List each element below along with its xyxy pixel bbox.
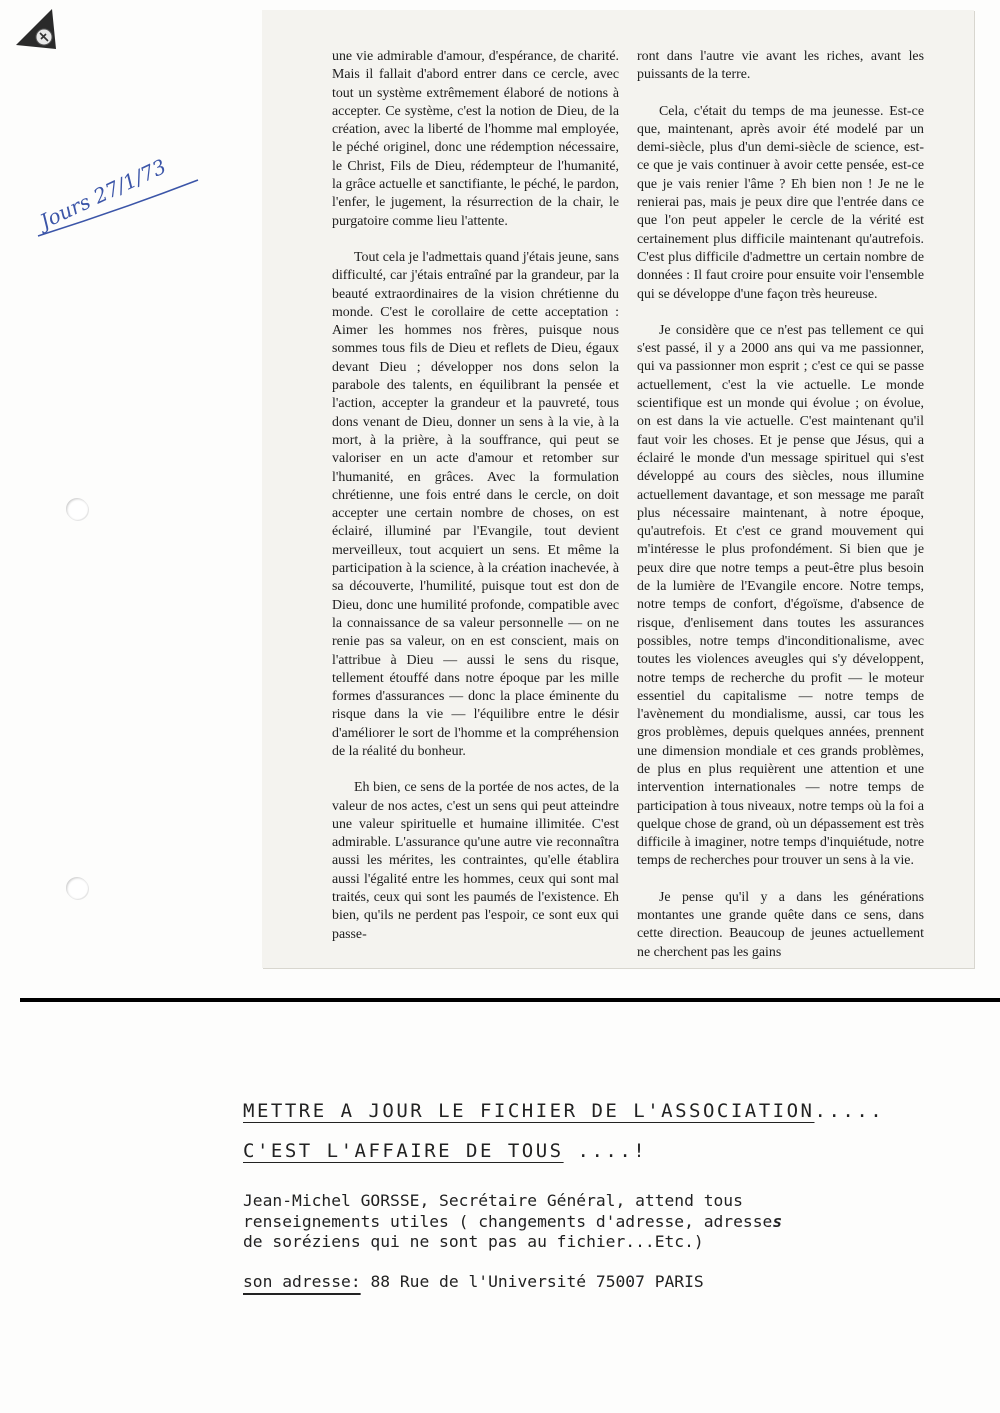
article-paragraph: ront dans l'autre vie avant les riches, avant les puissants de la terre. bbox=[637, 49, 924, 83]
separator-rule bbox=[20, 998, 1000, 1002]
notice-address bbox=[243, 1272, 983, 1291]
notice-body-line: de soréziens qui ne sont pas au fichier...Etc.) bbox=[243, 1232, 704, 1251]
article-paragraph: Cela, c'était du temps de ma jeunesse. Est-ce que, maintenant, après avoir été modelé par un demi-siècle, plus d'un demi-siècle de science, est-ce que je vais continuer à avoir cette pensée, est-ce que je vais renier l'âme ? Eh bien non ! Je ne le renierai pas, mais je peux dire que l'entrée dans ce que l'on peut appeler le cercle de la vérité est certainement plus difficile maintenant qu'autrefois. C'est plus difficile d'admettre un certain nombre de données : Il faut croire pour ensuite voir l'ensemble qui se développe d'une façon très heureuse. bbox=[637, 103, 924, 302]
notice-headline-2-tail: ....! bbox=[563, 1140, 648, 1162]
notice-body-line-correction: s bbox=[772, 1211, 783, 1231]
article-clipping bbox=[262, 10, 974, 968]
corner-logo-badge bbox=[10, 3, 58, 51]
notice-body-line-text: renseignements utiles ( changements d'adresse, adresse bbox=[243, 1211, 773, 1231]
notice-headline-1 bbox=[243, 1095, 983, 1127]
article-right-column bbox=[637, 48, 924, 980]
article-paragraph: Je pense qu'il y a dans les générations montantes une grande quête dans ce sens, dans cette direction. Beaucoup de jeunes actuellement ne cherchent pas les gains bbox=[637, 889, 924, 960]
article-paragraph: Je considère que ce n'est pas tellement ce qui s'est passé, il y a 2000 ans qui va me passionner, qui va passionner mon esprit ; c'est ce qui se passe actuellement, c'est la vie actuelle. Le monde scientifique est un monde qui évolue ; on évolue, on est dans la vie actuelle. C'est maintenant qu'il faut voir les choses. Et je pense que Jésus, qui a éclairé le monde d'un message spirituel qui s'est développé au cours des siècles, nous illumine actuellement davantage, et son message me paraît plus nécessaire maintenant, à notre époque, qu'autrefois. Et c'est ce grand mouvement qui m'intéresse le plus profondément. Si bien que je peux dire que notre temps a peut-être plus besoin de la lumière de l'Evangile encore. Notre temps, notre temps de confort, d'égoïsme, d'absence de risque, d'enlisement dans toutes les assurances possibles, notre temps d'inconditionalisme, avec toutes les violences aveugles qui s'y développent, notre temps de recherche du profit — le moteur essentiel du capitalisme — notre temps de l'avènement du mondialisme, aussi, car tous les gros problèmes, depuis quelques années, prennent une dimension mondiale et ces grands problèmes, de plus en plus requièrent une attention et une intervention internationales — notre temps de participation à tous niveaux, notre temps où la foi a quelque chose de grand, où un dépassement est très difficile à imaginer, notre temps d'inquiétude, notre temps de recherches pour trouver un sens à la vie. bbox=[637, 322, 924, 869]
address-value: 88 Rue de l'Université 75007 PARIS bbox=[360, 1271, 704, 1291]
notice-body bbox=[243, 1191, 983, 1253]
notice-headline-2-text: C'EST L'AFFAIRE DE TOUS bbox=[243, 1140, 564, 1162]
article-paragraph: Tout cela je l'admettais quand j'étais jeune, sans difficulté, car j'étais entraîné par la grandeur, par la beauté extraordinaires de la vision chrétienne du monde. C'est le corollaire de cette acceptation : Aimer les hommes nos frères, puisque nous sommes tous fils de Dieu et reflets de Dieu, égaux devant Dieu ; développer nos dons selon la parabole des talents, en équilibrant la pensée et l'action, accepter la grandeur et la pauvreté, tous dons venant de Dieu, donner un sens à la vie, à la mort, à la prière, à la souffrance, qui peut se valoriser en un acte d'amour et retomber sur l'humanité, en grâces. Avec la formulation chrétienne, une fois entré dans le cercle, on doit accepter une certain nombre de choses, on est éclairé, illuminé par l'Evangile, tout devient merveilleux, tout acquiert un sens. Et même la participation à la science, à la création inachevée, à sa découverte, l'humilité, puisque tout est don de Dieu, donc une humilité profonde, compatible avec la connaissance de sa valeur personnelle — on ne renie pas sa valeur, on en est conscient, mais on l'attribue à Dieu — aussi le sens du risque, tellement étouffé dans notre époque par les mille formes d'assurances — donc la place éminente du risque dans la vie — l'équilibre entre le désir d'améliorer le sort de l'homme et la compréhension de la réalité du bonheur. bbox=[332, 249, 619, 759]
article-paragraph: Eh bien, ce sens de la portée de nos actes, de la valeur de nos actes, c'est un sens qui peut atteindre une valeur spirituelle et humaine illimitée. C'est admirable. L'assurance qu'une autre vie reconnaîtra aussi les mérites, les contraintes, qu'elle établira aussi l'égalité entre les hommes, ceux qui sont mal traités, ceux qui sont les paumés de l'existence. Eh bien, qu'ils ne perdent pas l'espoir, ce sont eux qui passe- bbox=[332, 780, 619, 942]
address-label: son adresse: bbox=[243, 1271, 361, 1291]
binder-hole-bottom bbox=[66, 877, 88, 899]
annotation-text: Jours 27/1/73 bbox=[36, 154, 170, 234]
notice-body-line bbox=[243, 1212, 983, 1233]
notice-headline-2 bbox=[243, 1135, 983, 1167]
notice-body-line: Jean-Michel GORSSE, Secrétaire Général, attend tous bbox=[243, 1191, 743, 1210]
association-notice bbox=[243, 1095, 983, 1291]
notice-headline-1-tail: ..... bbox=[814, 1100, 885, 1122]
binder-hole-top bbox=[66, 498, 88, 520]
handwritten-annotation bbox=[30, 140, 200, 250]
article-left-column bbox=[332, 48, 619, 962]
article-paragraph: une vie admirable d'amour, d'espérance, de charité. Mais il fallait d'abord entrer dans ce cercle, avec tout un système extrêmement élaboré de notions à accepter. Ce système, c'est la notion de Dieu, de la création, avec la liberté de l'homme mal employée, le péché originel, donc une rédemption nécessaire, le Christ, Fils de Dieu, rédempteur de l'humanité, la grâce actuelle et sanctifiante, le péché, le pardon, l'enfer, le jugement, la résurrection de la chair, le purgatoire comme lieu l'attente. bbox=[332, 49, 619, 229]
notice-headline-1-text: METTRE A JOUR LE FICHIER DE L'ASSOCIATION bbox=[243, 1100, 815, 1122]
